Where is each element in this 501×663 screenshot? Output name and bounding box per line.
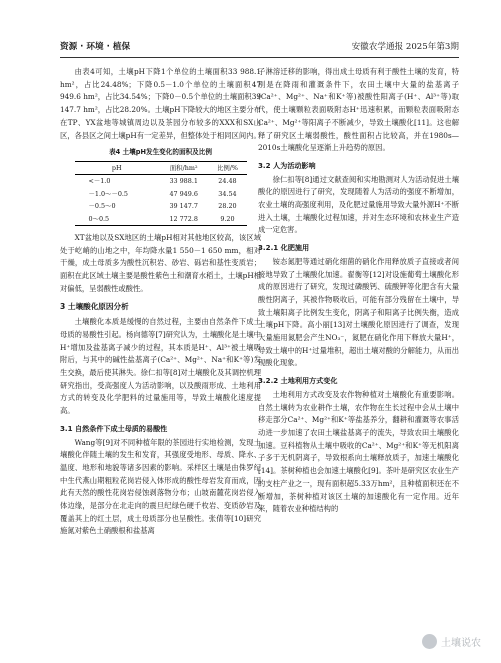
table-cell: 33 988.1 xyxy=(169,177,198,186)
paragraph: 由表4可知，土壤pH下降1个单位的土壤面积33 988.1 hm²，占比24.48%；下降0.5－1.0个单位的土壤面积47 949.6 hm²，占比34.54%；下降0－0.5个单位的土壤面积39 147.7 hm²，占比28.20%。土壤pH下降较大的地区主要分布在TP、YX盆地等城镇周边以及茶园分布较多的XXX和SX山区，各县区之间土壤pH有一定差异，但整体处于相同区间内。 xyxy=(60,67,261,140)
paragraph: 徐仁扣等[8]通过文献查阅和实地勘测对人为活动促进土壤酸化的原因进行了研究，发现随着人为活动的强度不断增加，农业土壤的高强度利用，及化肥过量施用导致大量外源H⁺不断进入土壤，土壤酸化过程加速，并对生态环境和农林业生产造成一定危害。 xyxy=(258,174,459,235)
subsubsection-heading: 3.2.1 化肥施用 xyxy=(258,243,310,253)
ph-change-table xyxy=(75,161,247,226)
subsubsection-heading: 3.2.2 土地利用方式变化 xyxy=(258,376,338,386)
left-column xyxy=(60,66,261,538)
table-row xyxy=(75,188,247,200)
paragraph: Wang等[9]对不同种植年限的茶园进行实地检测，发现土壤酸化伴随土壤的发生和发育，其强度受地形、母质、降水、温度、地形和地貌等诸多因素的影响。采样区土壤是由侏罗纪中生代燕山期粗粒花岗岩侵入体形成的酸性母岩发育而成，因此有天然的酸性花岗岩侵蚀剥落物分布；山坡南麓花岗岩侵入体边缘，是部分在北走向的震旦纪绿色硬千枚岩、变质砂岩及覆盖其上的红土层，成土母质部分也呈酸性。张倩等[10]研究施氮对紫色土硝酸根和盐基离 xyxy=(60,437,261,536)
paragraph: XT盆地以及SX地区的土壤pH相对其他地区较高，该区域处于屹峭的山地之中，年均降水量1 550－1 650 mm，相对干燥，成土母质多为酸性沉积岩、砂岩、砾岩和基性变质岩；面积在此区域土壤主要是酸性紫色土和潮育水稻土，土壤pH相对偏低，呈弱酸性或酸性。 xyxy=(60,232,261,293)
table-cell: 47 949.6 xyxy=(169,189,198,198)
header-section-label: 资源 · 环境 · 植保 xyxy=(60,42,131,52)
col-header-ratio: 比例/% xyxy=(216,163,238,172)
table-header-row xyxy=(75,161,247,174)
table-row xyxy=(75,200,247,212)
paragraph: 铵态氮肥等通过硝化细菌的硝化作用释放质子直接或者间接地导致了土壤酸化加速。翟衡等[12]对设施葡萄土壤酸化形成的原因进行了研究，发现过磷酸钙、硫酸钾等化肥含有大量酸性阴离子，其被作物吸收后，可能有部分残留在土壤中，导致土壤阳离子比例发生变化，阴离子和阳离子比例失衡，造成土壤pH下降。高小丽[13]对土壤酸化原因进行了调查，发现大量施用氮肥会产生NO₃⁻，氮肥在硝化作用下释放大量H⁺，导致土壤中的H⁺过量堆积，超出土壤对酸的分解能力，从而出现酸化现象。 xyxy=(258,256,459,368)
table-cell: －1.0～－0.5 xyxy=(88,189,128,198)
col-header-ph: pH xyxy=(111,163,122,172)
subsection-heading: 3.1 自然条件下成土母质的易酸性 xyxy=(60,423,168,433)
table-cell: 9.20 xyxy=(220,214,235,223)
right-column xyxy=(258,66,459,516)
header-divider xyxy=(60,57,459,58)
watermark-text: 土壤说农 xyxy=(441,638,481,649)
section-heading: 3 土壤酸化原因分析 xyxy=(60,302,129,312)
header-journal-issue: 安徽农学通报 2025年第3期 xyxy=(351,42,459,52)
paragraph: 土地利用方式改变及农作物种植对土壤酸化有重要影响。自然土壤转为农业耕作土壤，农作物在生长过程中会从土壤中移走部分Ca²⁺、Mg²⁺和K⁺等盐基养分，翻耕和灌溉等农事活动进一步加速了农田土壤盐基离子的流失，导致农田土壤酸化加速。豆科植物从土壤中吸收的Ca²⁺、Mg²⁺和K⁺等无机阳离子多于无机阴离子，导致根系向土壤释放质子，加速土壤酸化[14]。茶树种植也会加速土壤酸化[9]。茶叶是研究区农业生产的支柱产业之一，现有面积超5.33万hm²，且种植面积还在不断增加，茶树种植对该区土壤的加速酸化有一定作用。近年来，随着农业种植结构的 xyxy=(258,389,459,514)
paragraph: 子淋溶迁移的影响，得出成土母质有利于酸性土壤的发育，特别是在降雨和灌溉条件下，农田土壤中大量的盐基离子(Ca²⁺、Mg²⁺、Na⁺和K⁺等)被酸性阳离子(H⁺、Al³⁺等)取代，使土壤颗粒表面吸附态H⁺迅速积累，而颗粒表面吸附态Ca²⁺、Mg²⁺等阳离子不断减少，导致土壤酸化[11]。这也解释了研究区土壤弱酸性，酸性面积占比较高，并在1980s—2010s土壤酸化呈逐渐上升趋势的原因。 xyxy=(258,67,459,153)
table-cell: 34.54 xyxy=(218,189,237,198)
table-cell: －0.5～0 xyxy=(88,202,116,211)
subsection-heading: 3.2 人为活动影响 xyxy=(258,160,316,170)
table-cell: <－1.0 xyxy=(88,177,111,186)
watermark-logo-icon xyxy=(422,634,437,649)
running-header xyxy=(60,40,459,54)
table-row xyxy=(75,213,247,226)
paragraph: 土壤酸化本质是缓慢的自然过程，主要由自然条件下成土母质的易酸性引起。杨向德等[7]研究认为，土壤酸化是土壤中H⁺增加及盐基离子减少的过程，其本质是H⁺、Al³⁺被土壤吸附后，与其中的碱性盐基离子(Ca²⁺、Mg²⁺、Na⁺和K⁺等)发生交换，最后使其淋失。徐仁扣等[8]对土壤酸化及其调控机理研究指出，受高强度人为活动影响，以及酸雨形成、土地利用方式的转变及化学肥料的过量施用等，导致土壤酸化速度提高。 xyxy=(60,317,261,416)
table-cell: 12 772.8 xyxy=(169,214,198,223)
table-cell: 0～0.5 xyxy=(88,214,110,223)
table-caption: 表4 土壤pH发生变化的面积及比例 xyxy=(109,148,212,157)
table-cell: 24.48 xyxy=(218,177,237,186)
watermark xyxy=(422,634,481,649)
table-cell: 39 147.7 xyxy=(169,202,198,211)
table-row xyxy=(75,175,247,188)
table-cell: 28.20 xyxy=(218,202,237,211)
col-header-area: 面积/hm² xyxy=(169,163,198,172)
